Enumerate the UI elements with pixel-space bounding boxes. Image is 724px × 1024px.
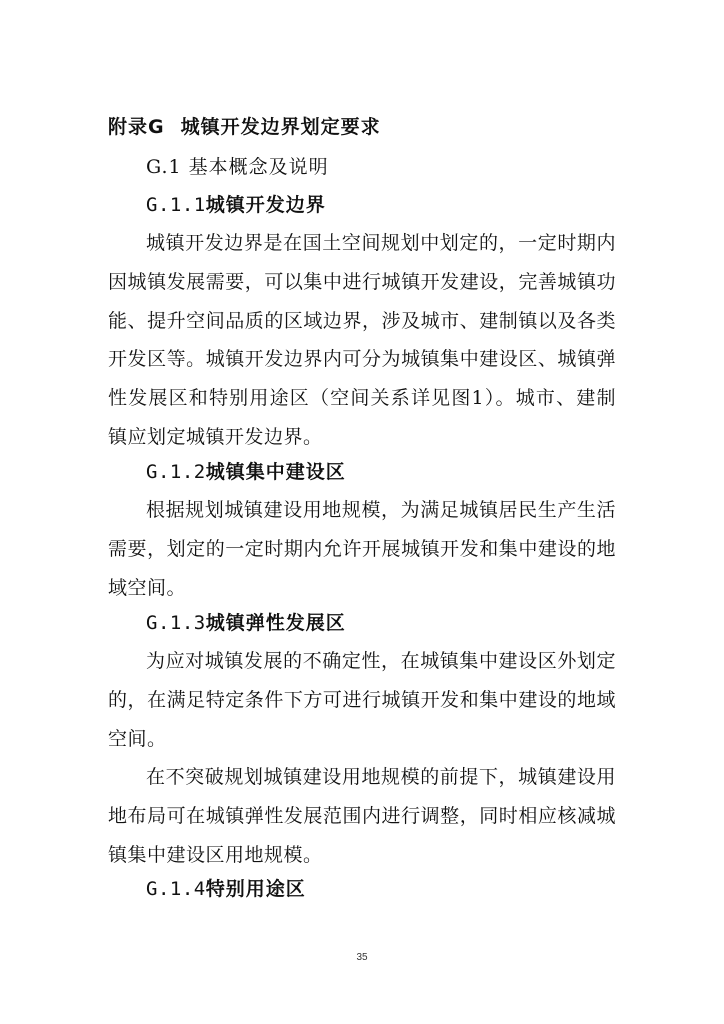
subsection-number: G.1.2 <box>146 461 206 483</box>
section-heading: G.1 基本概念及说明 <box>146 156 329 178</box>
subsection-title: 城镇开发边界 <box>205 194 326 216</box>
paragraph: 在不突破规划城镇建设用地规模的前提下，城镇建设用地布局可在城镇弹性发展范围内进行调整，同时相应核减城镇集中建设区用地规模。 <box>108 766 616 866</box>
subsection-number: G.1.4 <box>146 878 206 900</box>
subsection-title: 城镇弹性发展区 <box>205 612 346 634</box>
subsection-heading <box>146 190 326 217</box>
paragraph: 城镇开发边界是在国土空间规划中划定的，一定时期内因城镇发展需要，可以集中进行城镇开发建设，完善城镇功能、提升空间品质的区域边界，涉及城市、建制镇以及各类开发区等。城镇开发边界内可分为城镇集中建设区、城镇弹性发展区和特别用途区（空间关系详见图1）。城市、建制镇应划定城镇开发边界。 <box>108 232 616 448</box>
subsection-number: G.1.3 <box>146 612 206 634</box>
subsection-heading <box>146 608 346 635</box>
subsection-heading <box>146 457 346 484</box>
subsection-title: 特别用途区 <box>205 878 306 900</box>
paragraph: 根据规划城镇建设用地规模，为满足城镇居民生产生活需要，划定的一定时期内允许开展城镇开发和集中建设的地域空间。 <box>108 499 616 599</box>
subsection-number: G.1.1 <box>146 194 206 216</box>
appendix-title: 城镇开发边界划定要求 <box>180 116 381 138</box>
appendix-label: 附录G <box>108 116 165 138</box>
appendix-heading <box>108 112 381 139</box>
page-number: 35 <box>356 952 368 963</box>
paragraph: 为应对城镇发展的不确定性，在城镇集中建设区外划定的，在满足特定条件下方可进行城镇开发和集中建设的地域空间。 <box>108 650 616 750</box>
subsection-heading <box>146 874 306 901</box>
subsection-title: 城镇集中建设区 <box>205 461 346 483</box>
